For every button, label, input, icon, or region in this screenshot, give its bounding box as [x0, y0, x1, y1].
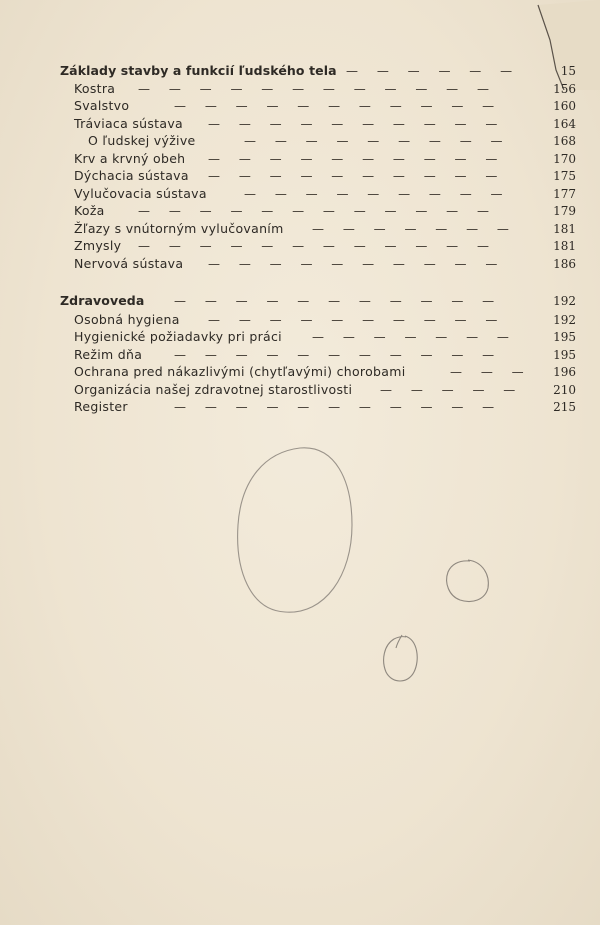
dash-leader: — — — — — — — — — — — —: [138, 204, 489, 218]
page-number: 215: [553, 400, 576, 414]
dash-leader: — — — — —: [380, 383, 516, 397]
dash-leader: — — — — — — — — —: [244, 187, 503, 201]
toc-entry: [0, 311, 600, 329]
dash-leader: — — —: [450, 365, 524, 379]
medium-pencil-circle: [447, 560, 489, 602]
toc-entry: [0, 255, 600, 273]
toc-entry: [0, 381, 600, 399]
page-number: 181: [553, 239, 576, 253]
dash-leader: — — — — — — — — — —: [208, 152, 498, 166]
page-number: 160: [553, 99, 576, 113]
page-number: 195: [553, 348, 576, 362]
dash-leader: — — — — — — — — — —: [208, 257, 498, 271]
toc-entry: [0, 220, 600, 238]
toc-entry: [0, 167, 600, 185]
section-title: Zdravoveda: [60, 293, 145, 308]
toc-section-heading: [0, 62, 600, 80]
toc-entry: [0, 150, 600, 168]
page-number: 164: [553, 117, 576, 131]
page-number: 179: [553, 204, 576, 218]
page-number: 168: [553, 134, 576, 148]
entry-label: Nervová sústava: [74, 256, 184, 271]
entry-label: Register: [74, 399, 128, 414]
page-number: 177: [553, 187, 576, 201]
dash-leader: — — — — — —: [346, 64, 513, 78]
entry-label: Kostra: [74, 81, 116, 96]
dash-leader: — — — — — — — — — — — —: [138, 239, 489, 253]
dash-leader: — — — — — — —: [312, 222, 509, 236]
page-number: 181: [553, 222, 576, 236]
page-number: 15: [560, 64, 576, 78]
entry-label: Vylučovacia sústava: [74, 186, 207, 201]
dash-leader: — — — — — — — — — — —: [174, 400, 495, 414]
dash-leader: — — — — — — — — — — —: [174, 99, 495, 113]
dash-leader: — — — — — — — — — —: [208, 117, 498, 131]
dash-leader: — — — — — — — — — —: [208, 313, 498, 327]
dash-leader: — — — — — — — — — — —: [174, 348, 495, 362]
toc-entry: [0, 237, 600, 255]
page-number: 210: [553, 383, 576, 397]
page-number: 192: [553, 294, 576, 308]
dash-leader: — — — — — — — — — —: [208, 169, 498, 183]
dash-leader: — — — — — — — — — — — —: [138, 82, 489, 96]
dash-leader: — — — — — — — — — — —: [174, 294, 495, 308]
small-pencil-circle: [384, 635, 418, 681]
page-number: 196: [553, 365, 576, 379]
page-number: 156: [553, 82, 576, 96]
toc-section-heading: [0, 292, 600, 310]
toc-entry: [0, 132, 600, 150]
entry-label: Svalstvo: [74, 98, 130, 113]
dash-leader: — — — — — — —: [312, 330, 509, 344]
toc-entry: [0, 115, 600, 133]
toc-entry: [0, 398, 600, 416]
page-number: 195: [553, 330, 576, 344]
toc-entry: [0, 202, 600, 220]
entry-label: O ľudskej výžive: [88, 133, 196, 148]
toc-entry: [0, 185, 600, 203]
large-pencil-circle: [238, 448, 352, 612]
entry-label: Tráviaca sústava: [74, 116, 183, 131]
entry-label: Žľazy s vnútorným vylučovaním: [74, 221, 284, 236]
section-title: Základy stavby a funkcií ľudského tela: [60, 63, 337, 78]
page-number: 186: [553, 257, 576, 271]
toc-entry: [0, 97, 600, 115]
entry-label: Dýchacia sústava: [74, 168, 189, 183]
toc-entry: [0, 80, 600, 98]
page-number: 192: [553, 313, 576, 327]
entry-label: Koža: [74, 203, 105, 218]
entry-label: Zmysly: [74, 238, 122, 253]
entry-label: Osobná hygiena: [74, 312, 180, 327]
toc-entry: [0, 328, 600, 346]
toc-entry: [0, 346, 600, 364]
entry-label: Organizácia našej zdravotnej starostlivosti: [74, 382, 353, 397]
entry-label: Krv a krvný obeh: [74, 151, 186, 166]
page-number: 170: [553, 152, 576, 166]
entry-label: Ochrana pred nákazlivými (chytľavými) chorobami: [74, 364, 406, 379]
entry-label: Režim dňa: [74, 347, 143, 362]
entry-label: Hygienické požiadavky pri práci: [74, 329, 282, 344]
dash-leader: — — — — — — — — —: [244, 134, 503, 148]
toc-entry: [0, 363, 600, 381]
page-number: 175: [553, 169, 576, 183]
